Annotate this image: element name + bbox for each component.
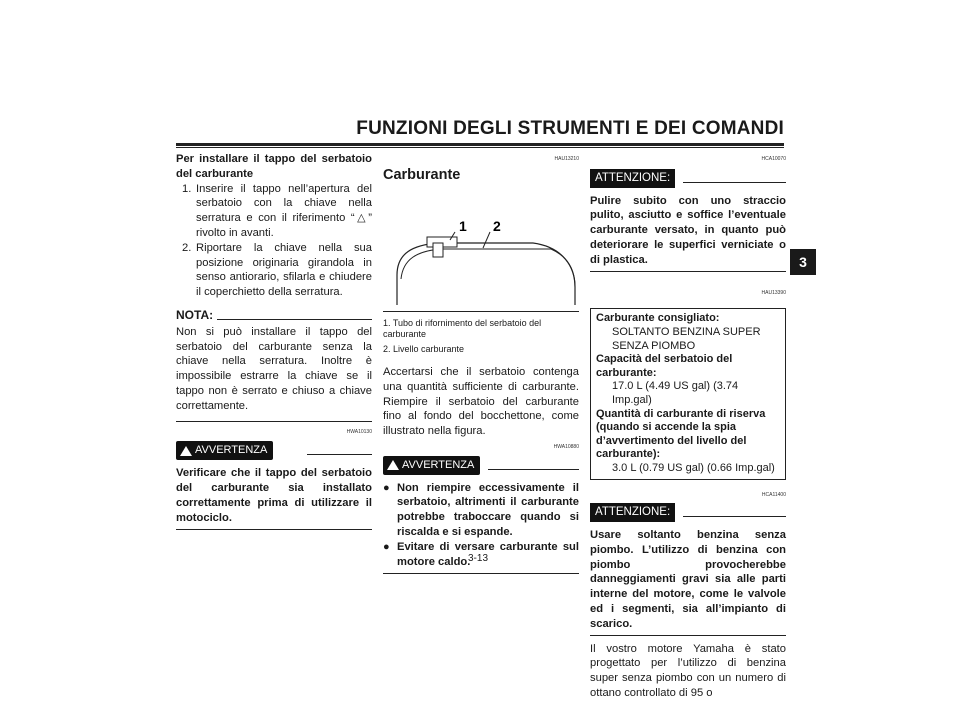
attention-code-2: HCA11400 <box>761 491 786 498</box>
section-code: HAU13210 <box>554 156 579 162</box>
fuel-tank-figure <box>383 187 579 309</box>
bullet-icon: ● <box>383 540 390 553</box>
note-end-rule <box>176 421 372 422</box>
note-heading-row <box>176 308 372 323</box>
warning-bullet-1-text: Non riempire eccessivamente il serbatoio, altrimenti il carburante potrebbe traboccare quando si riscalda e si espande. <box>397 481 579 539</box>
note-rule <box>217 319 372 320</box>
column-middle <box>383 152 579 574</box>
column-right <box>590 152 786 701</box>
column-left <box>176 152 372 530</box>
bullet-icon: ● <box>383 481 390 494</box>
section-title-fuel: Carburante <box>383 166 461 183</box>
step-1-text: Inserire il tappo nell’apertura del serbatoio con la chiave nella serratura e con il riferimento “△” rivolto in avanti. <box>196 182 372 239</box>
attention-text-1: Pulire subito con uno straccio pulito, asciutto e soffice l’eventuale carburante versato, in quanto può deteriorare le superfici verniciate o di plastica. <box>590 194 786 266</box>
engine-body-text: Il vostro motore Yamaha è stato progettato per l’utilizzo di benzina super senza piombo con un numero di ottano controllato di 95 o <box>590 642 786 700</box>
note-text: Non si può installare il tappo del serbatoio del carburante senza la chiave nella serratura. Inoltre è impossibile estrarre la chiave se il tappo non è serrato e chiuso a chiave correttamente. <box>176 325 372 412</box>
header-rule-thin <box>176 147 784 148</box>
attention-text-2: Usare soltanto benzina senza piombo. L’utilizzo di benzina con piombo provocherebbe danneggiamenti gravi sia alle parti interne del motore, come le valvole ed i segmenti, sia all’impianto di scarico. <box>590 529 786 630</box>
page-header-title: FUNZIONI DEGLI STRUMENTI E DEI COMANDI <box>356 118 784 139</box>
fuel-spec-box <box>590 308 786 479</box>
warning-label-2: AVVERTENZA <box>402 458 475 471</box>
spec-label-2: Capacità del serbatoio del carburante: <box>596 353 733 379</box>
fuel-body-text: Accertarsi che il serbatoio contenga una quantità sufficiente di carburante. Riempire il serbatoio del carburante fino al fondo del bocchettone, come illustrato nella figura. <box>383 366 579 438</box>
step-2: 2. Riportare la chiave nella sua posizione originaria girandola in senso antiorario, sfilarla e chiudere il coperchietto della serratura. <box>182 241 372 299</box>
install-cap-heading: Per installare il tappo del serbatoio del carburante <box>176 153 372 180</box>
step-1: 1. Inserire il tappo nell’apertura del serbatoio con la chiave nella serratura e con il riferimento “△” rivolto in avanti. <box>182 182 372 239</box>
warning-code: HWA10130 <box>346 428 372 435</box>
box-code: HAU13390 <box>761 289 786 296</box>
caption-2: 2. Livello carburante <box>383 343 465 354</box>
spec-label-3: Quantità di carburante di riserva (quando si accende la spia d’avvertimento del livello del carburante): <box>596 407 766 461</box>
step-2-text: Riportare la chiave nella sua posizione originaria girandola in senso antiorario, sfilarla e chiudere il coperchietto della serratura. <box>196 241 372 299</box>
spec-value-2: 17.0 L (4.49 US gal) (3.74 Imp.gal) <box>612 380 739 406</box>
warning-triangle-icon <box>180 446 192 456</box>
warning-bullet-2-text: Evitare di versare carburante sul motore caldo. <box>397 540 579 568</box>
header-rule <box>176 143 784 146</box>
warning-badge-2 <box>383 456 480 475</box>
page-number: 3-13 <box>468 553 489 564</box>
caption-1-text: 1. Tubo di rifornimento del serbatoio del carburante <box>383 317 542 340</box>
warning-triangle-icon <box>387 460 399 470</box>
spec-value-3: 3.0 L (0.79 US gal) (0.66 Imp.gal) <box>612 461 775 474</box>
chapter-tab: 3 <box>790 249 816 275</box>
attention-header-2 <box>590 503 786 522</box>
warning-label: AVVERTENZA <box>195 444 268 457</box>
note-label: NOTA: <box>176 307 214 322</box>
attention-code-1: HCA10070 <box>761 156 786 162</box>
warning-bullet-1 <box>383 481 579 540</box>
figure-label-2: 2 <box>493 217 501 234</box>
warning-header <box>176 441 372 460</box>
attention-header-1 <box>590 169 786 188</box>
warning-header-2 <box>383 456 579 475</box>
spec-label-1: Carburante consigliato: <box>596 312 720 325</box>
attention-badge-2: ATTENZIONE: <box>590 503 675 522</box>
attention-badge-1: ATTENZIONE: <box>590 169 675 188</box>
spec-value-1: SOLTANTO BENZINA SUPER SENZA PIOMBO <box>612 325 761 352</box>
figure-label-1: 1 <box>459 217 467 234</box>
caption-1 <box>383 318 579 341</box>
warning-end-rule <box>176 529 372 530</box>
warning-code-2: HWA10880 <box>553 444 579 451</box>
warning-text: Verificare che il tappo del serbatoio del carburante sia installato correttamente prima di utilizzare il motociclo. <box>176 467 372 524</box>
warning-badge <box>176 441 273 460</box>
